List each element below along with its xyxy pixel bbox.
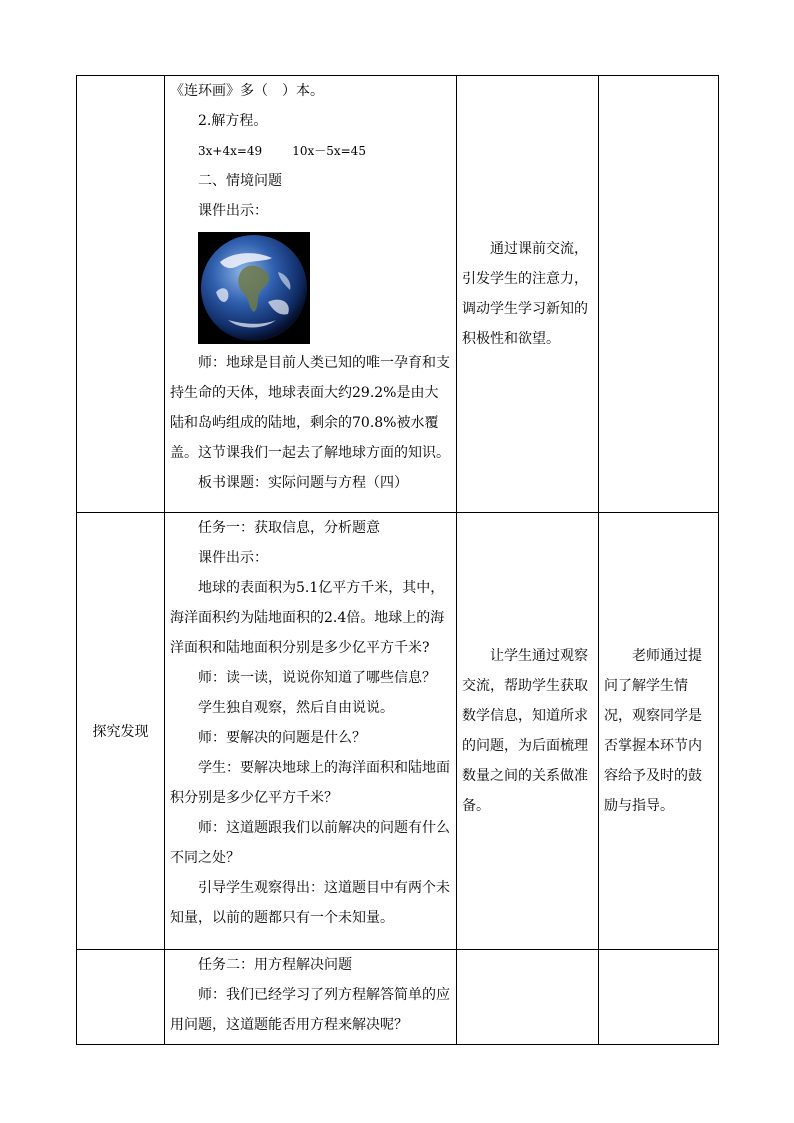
text-line: 师：读一读，说说你知道了哪些信息？ xyxy=(198,670,436,686)
intent-cell xyxy=(457,513,599,950)
text-line: 课件出示： xyxy=(198,550,268,566)
table-row xyxy=(77,950,719,1045)
intent-cell xyxy=(457,950,599,1045)
intent-text: 通过课前交流，引发学生的注意力，调动学生学习新知的积极性和欲望。 xyxy=(462,241,588,347)
stage-label: 探究发现 xyxy=(92,724,149,740)
earth-image xyxy=(198,232,310,344)
text-line: 师：这道题跟我们以前解决的问题有什么不同之处？ xyxy=(170,820,450,866)
stage-cell xyxy=(77,513,165,950)
content-cell xyxy=(165,513,457,950)
lesson-plan-table xyxy=(76,75,719,1045)
text-line: 地球的表面积为5.1亿平方千米，其中，海洋面积约为陆地面积的2.4倍。地球上的海洋面积和陆地面积分别是多少亿平方千米? xyxy=(170,580,445,656)
text-line: 板书课题：实际问题与方程（四） xyxy=(198,475,408,491)
text-line: 师：要解决的问题是什么？ xyxy=(198,730,366,746)
equation: 10x－5x=45 xyxy=(292,144,366,158)
text-line: 2.解方程。 xyxy=(198,113,268,129)
content-cell xyxy=(165,950,457,1045)
text-line: 课件出示： xyxy=(198,203,268,219)
equation-line xyxy=(170,136,451,166)
evaluation-cell xyxy=(599,950,719,1045)
table-row xyxy=(77,513,719,950)
evaluation-cell xyxy=(599,76,719,513)
content-cell xyxy=(165,76,457,513)
text-line: 二、情境问题 xyxy=(198,173,282,189)
table-row xyxy=(77,76,719,513)
text-line: 师：地球是目前人类已知的唯一孕育和支持生命的天体，地球表面大约29.2%是由大陆和岛屿组成的陆地，剩余的70.8%被水覆盖。这节课我们一起去了解地球方面的知识。 xyxy=(170,355,450,461)
stage-cell xyxy=(77,950,165,1045)
text-line: 学生独自观察，然后自由说说。 xyxy=(198,700,394,716)
intent-text: 让学生通过观察交流，帮助学生获取数学信息，知道所求的问题，为后面梳理数量之间的关系做准备。 xyxy=(462,648,588,814)
evaluation-cell xyxy=(599,513,719,950)
text-line: 任务一：获取信息，分析题意 xyxy=(198,520,380,536)
text-line: 引导学生观察得出：这道题目中有两个未知量，以前的题都只有一个未知量。 xyxy=(170,880,450,926)
text-line: 任务二：用方程解决问题 xyxy=(198,957,352,973)
text-line: 师：我们已经学习了列方程解答简单的应用问题，这道题能否用方程来解决呢？ xyxy=(170,987,450,1033)
equation: 3x+4x=49 xyxy=(198,144,263,158)
intent-cell xyxy=(457,76,599,513)
stage-cell xyxy=(77,76,165,513)
text-line: 《连环画》多（ ）本。 xyxy=(170,83,324,99)
evaluation-text: 老师通过提问了解学生情况，观察同学是否掌握本环节内容给予及时的鼓励与指导。 xyxy=(604,648,702,814)
text-line: 学生：要解决地球上的海洋面积和陆地面积分别是多少亿平方千米？ xyxy=(170,760,450,806)
